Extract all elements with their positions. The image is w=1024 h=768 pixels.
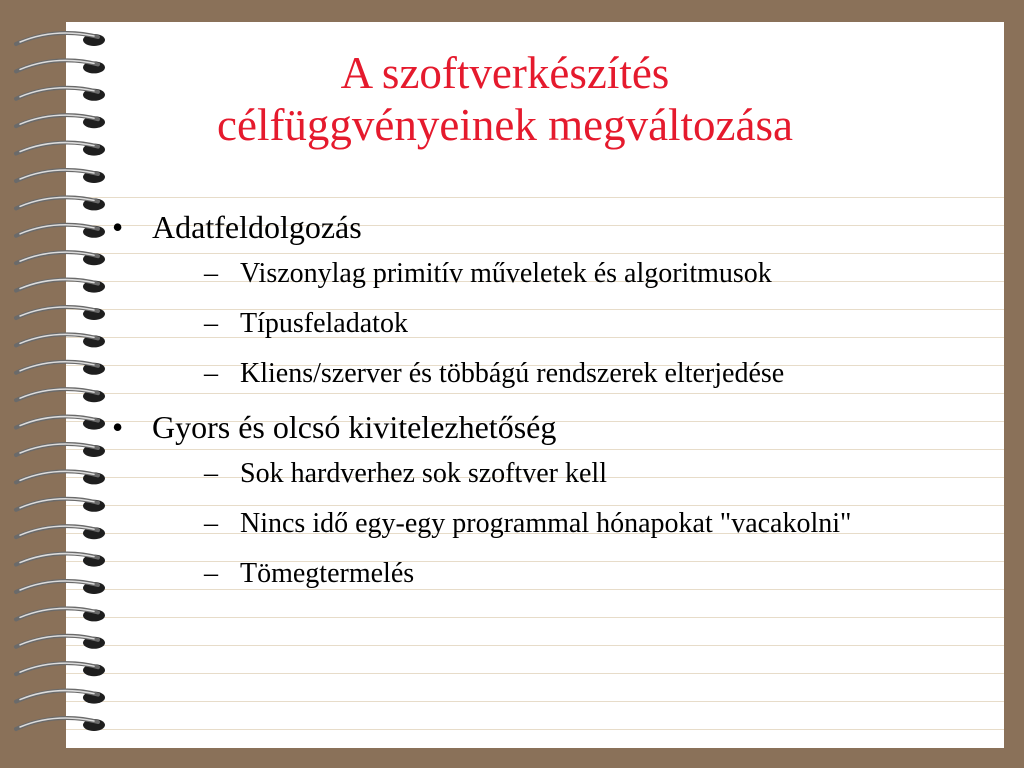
sub-item [152,557,988,591]
binding-ring [16,225,105,238]
binding-ring [16,691,105,704]
binding-ring [16,389,105,402]
binding-ring [16,636,105,649]
binding-ring [16,115,105,128]
dash-marker: – [204,308,218,339]
sub-item [152,257,988,291]
binding-ring [16,554,105,567]
binding-ring [16,197,105,210]
sub-list [152,457,988,591]
dash-marker: – [204,508,218,539]
sub-item-text: Tömegtermelés [240,558,415,589]
title-line-2: célfüggvényeinek megváltozása [217,100,793,150]
bullet-item [108,407,988,591]
bullet-item [108,207,988,391]
binding-ring [16,608,105,621]
sub-item-text: Kliens/szerver és többágú rendszerek elterjedése [240,358,785,389]
binding-ring [16,33,105,46]
binding-ring [16,280,105,293]
sub-item-text: Viszonylag primitív műveletek és algoritmusok [240,258,772,289]
dash-marker: – [204,258,218,289]
binding-ring [16,444,105,457]
binding-ring [16,170,105,183]
sub-item-text: Nincs idő egy-egy programmal hónapokat "vacakolni" [240,508,852,539]
binding-ring [16,526,105,539]
binding-ring [16,718,105,731]
title-line-1: A szoftverkészítés [340,48,670,98]
binding-ring [16,307,105,320]
binding-ring [16,663,105,676]
binding-ring [16,417,105,430]
sub-item [152,357,988,391]
sub-item-text: Típusfeladatok [240,308,408,339]
dash-marker: – [204,458,218,489]
dash-marker: – [204,358,218,389]
bullet-marker: • [112,209,124,245]
binding-ring [16,143,105,156]
slide-title [95,47,915,151]
binding-ring [16,471,105,484]
sub-item-text: Sok hardverhez sok szoftver kell [240,458,607,489]
sub-item [152,507,988,541]
bullet-marker: • [112,409,124,445]
bullet-list [108,207,988,607]
binding-ring [16,334,105,347]
sub-item [152,307,988,341]
binding-ring [16,252,105,265]
sub-item [152,457,988,491]
binding-ring [16,88,105,101]
dash-marker: – [204,558,218,589]
binding-ring [16,60,105,73]
binding-ring [16,362,105,375]
sub-list [152,257,988,391]
bullet-text: Gyors és olcsó kivitelezhetőség [152,409,557,445]
bullet-text: Adatfeldolgozás [152,209,362,245]
binding-ring [16,581,105,594]
binding-ring [16,499,105,512]
